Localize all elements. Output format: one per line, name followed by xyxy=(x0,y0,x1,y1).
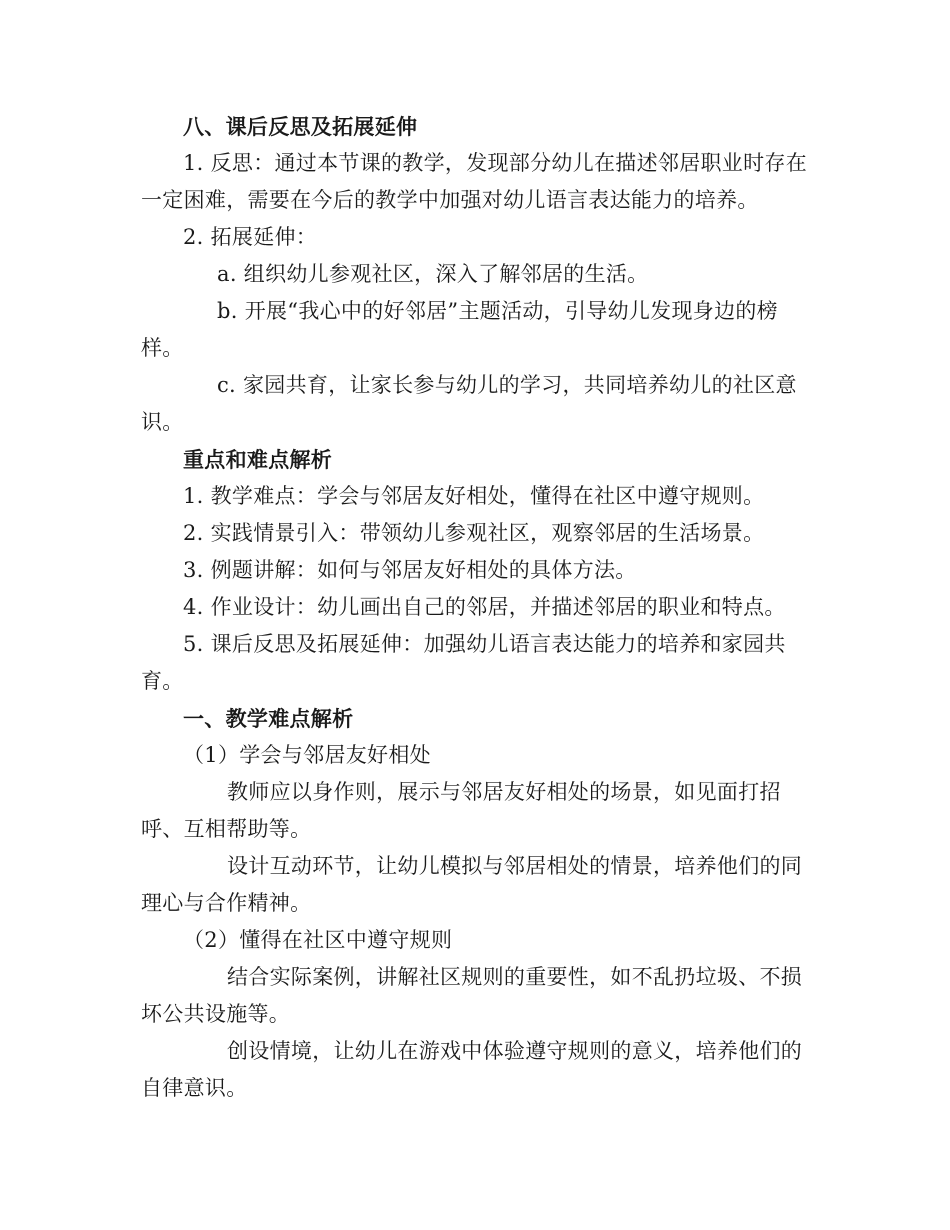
extension-sub-b: b. 开展“我心中的好邻居”主题活动，引导幼儿发现身边的榜样。 xyxy=(141,299,778,360)
body-paragraph: 教师应以身作则，展示与邻居友好相处的场景，如见面打招呼、互相帮助等。 xyxy=(141,780,781,841)
extension-sub-c: c. 家园共育，让家长参与幼儿的学习，共同培养幼儿的社区意识。 xyxy=(141,373,797,434)
key-point-item: 5. 课后反思及拓展延伸：加强幼儿语言表达能力的培养和家园共育。 xyxy=(141,632,786,693)
body-paragraph: 设计互动环节，让幼儿模拟与邻居相处的情景，培养他们的同理心与合作精神。 xyxy=(141,854,803,915)
key-point-item: 3. 例题讲解：如何与邻居友好相处的具体方法。 xyxy=(183,558,637,582)
subsection-title: （1）学会与邻居友好相处 xyxy=(183,743,431,767)
section-heading-difficulty: 一、教学难点解析 xyxy=(183,706,354,731)
extension-item: 2. 拓展延伸： xyxy=(183,225,318,249)
key-point-item: 2. 实践情景引入：带领幼儿参观社区，观察邻居的生活场景。 xyxy=(183,521,765,545)
key-point-item: 4. 作业设计：幼儿画出自己的邻居，并描述邻居的职业和特点。 xyxy=(183,595,786,619)
section-heading-key-points: 重点和难点解析 xyxy=(183,447,333,472)
section-heading-reflection: 八、课后反思及拓展延伸 xyxy=(183,114,418,139)
key-point-item: 1. 教学难点：学会与邻居友好相处，懂得在社区中遵守规则。 xyxy=(183,484,765,508)
reflection-item: 1. 反思：通过本节课的教学，发现部分幼儿在描述邻居职业时存在一定困难，需要在今后的教学中加强对幼儿语言表达能力的培养。 xyxy=(141,151,808,212)
subsection-title: （2）懂得在社区中遵守规则 xyxy=(183,928,453,952)
extension-sub-a: a. 组织幼儿参观社区，深入了解邻居的生活。 xyxy=(217,262,649,286)
body-paragraph: 创设情境，让幼儿在游戏中体验遵守规则的意义，培养他们的自律意识。 xyxy=(141,1039,803,1100)
body-paragraph: 结合实际案例，讲解社区规则的重要性，如不乱扔垃圾、不损坏公共设施等。 xyxy=(141,965,803,1026)
